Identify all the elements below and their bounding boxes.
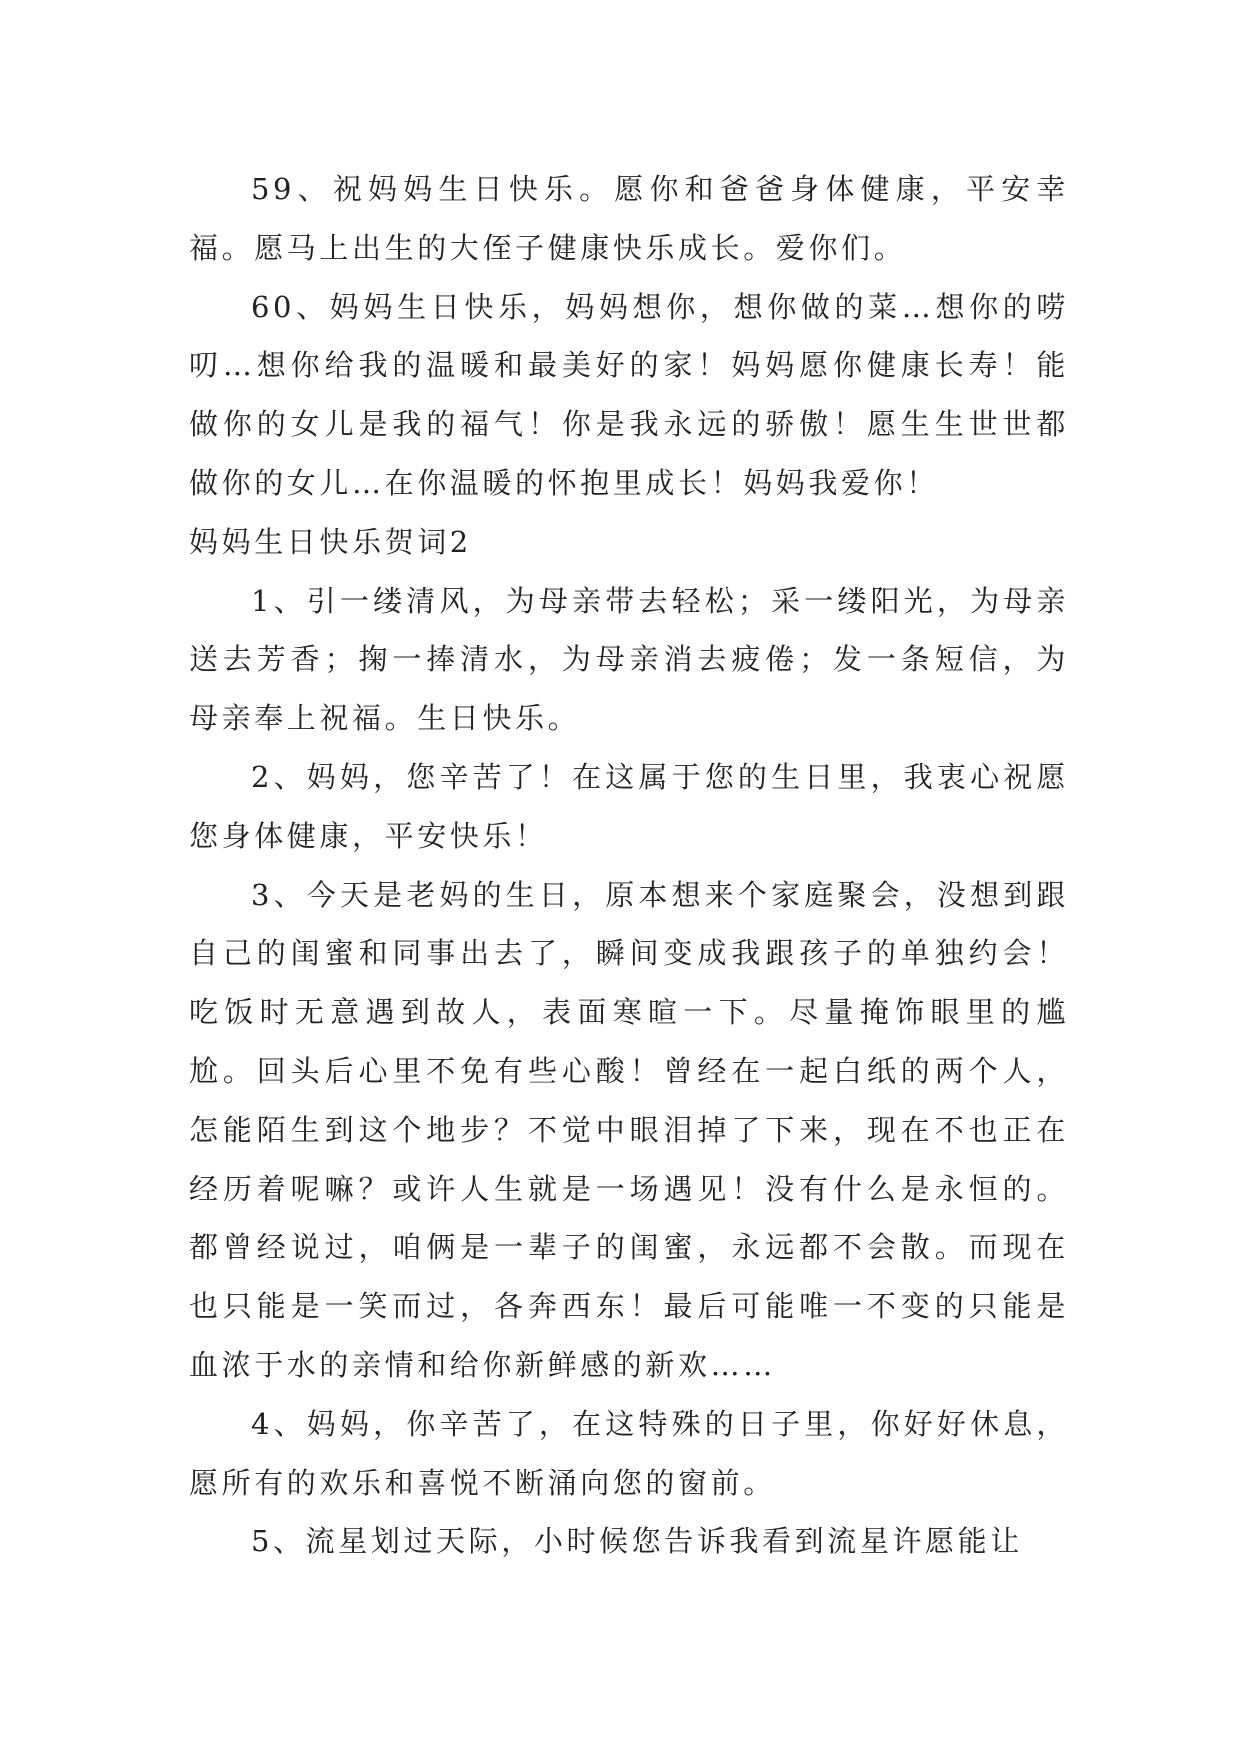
paragraph-4: 4、妈妈，你辛苦了，在这特殊的日子里，你好好休息，愿所有的欢乐和喜悦不断涌向您的窗前。 <box>189 1406 1069 1500</box>
paragraph-3: 3、今天是老妈的生日，原本想来个家庭聚会，没想到跟自己的闺蜜和同事出去了，瞬间变成我跟孩子的单独约会！吃饭时无意遇到故人，表面寒暄一下。尽量掩饰眼里的尴尬。回头后心里不免有些心酸！曾经在一起白纸的两个人，怎能陌生到这个地步？不觉中眼泪掉了下来，现在不也正在经历着呢嘛？或许人生就是一场遇见！没有什么是永恒的。都曾经说过，咱俩是一辈子的闺蜜，永远都不会散。而现在也只能是一笑而过，各奔西东！最后可能唯一不变的只能是血浓于水的亲情和给你新鲜感的新欢…… <box>189 877 1069 1382</box>
paragraph-60: 60、妈妈生日快乐，妈妈想你，想你做的菜…想你的唠叨…想你给我的温暖和最美好的家！妈妈愿你健康长寿！能做你的女儿是我的福气！你是我永远的骄傲！愿生生世世都做你的女儿…在你温暖的怀抱里成长！妈妈我爱你！ <box>189 289 1069 500</box>
paragraph-5: 5、流星划过天际，小时候您告诉我看到流星许愿能让 <box>251 1524 1023 1559</box>
paragraph-59: 59、祝妈妈生日快乐。愿你和爸爸身体健康，平安幸福。愿马上出生的大侄子健康快乐成长。爱你们。 <box>189 172 1069 265</box>
section-heading: 妈妈生日快乐贺词2 <box>189 524 472 559</box>
paragraph-1: 1、引一缕清风，为母亲带去轻松；采一缕阳光，为母亲送去芳香；掬一捧清水，为母亲消去疲倦；发一条短信，为母亲奉上祝福。生日快乐。 <box>189 583 1069 736</box>
document-body <box>189 160 1069 1571</box>
paragraph-2: 2、妈妈，您辛苦了！在这属于您的生日里，我衷心祝愿您身体健康，平安快乐！ <box>189 759 1069 853</box>
